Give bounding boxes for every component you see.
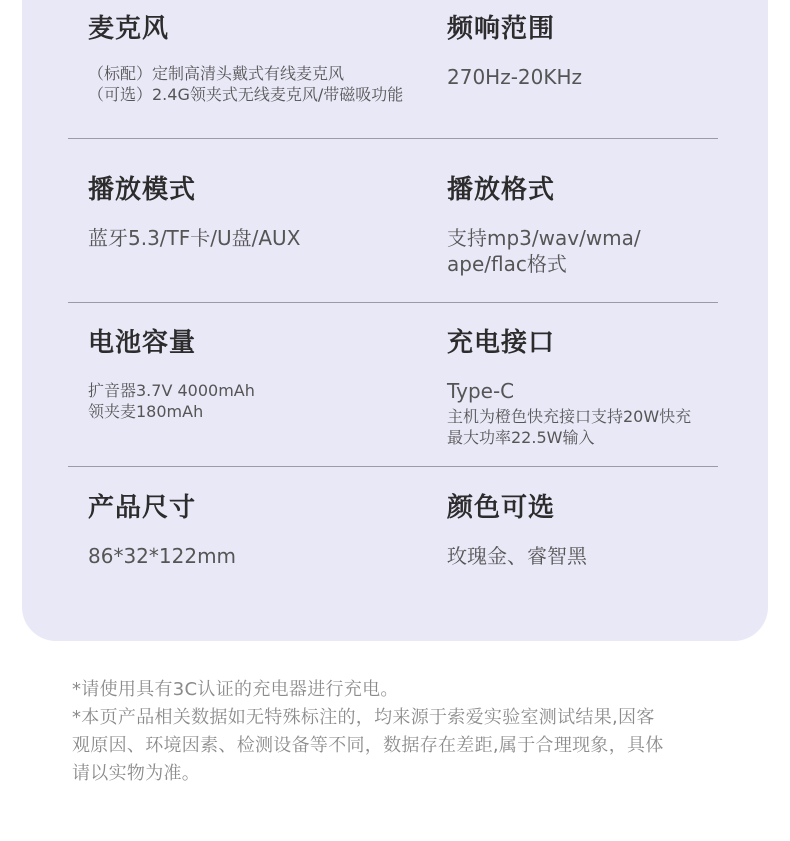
spec-detail: 扩音器3.7V 4000mAh bbox=[88, 381, 255, 401]
spec-playback-mode bbox=[88, 175, 300, 251]
divider bbox=[68, 138, 718, 139]
disclaimer-notes bbox=[72, 676, 732, 788]
note-line: *请使用具有3C认证的充电器进行充电。 bbox=[72, 679, 399, 700]
note-line: *本页产品相关数据如无特殊标注的，均来源于索爱实验室测试结果,因客 bbox=[72, 707, 655, 728]
spec-value: ape/flac格式 bbox=[447, 252, 567, 277]
spec-battery-capacity bbox=[88, 328, 255, 422]
spec-title: 播放格式 bbox=[447, 175, 556, 205]
spec-title: 麦克风 bbox=[88, 14, 170, 44]
spec-value: 86*32*122mm bbox=[88, 544, 237, 569]
spec-frequency-response bbox=[447, 14, 582, 90]
spec-playback-format bbox=[447, 175, 641, 277]
divider bbox=[68, 466, 718, 467]
spec-title: 产品尺寸 bbox=[88, 493, 197, 523]
spec-detail: 主机为橙色快充接口支持20W快充 bbox=[447, 407, 692, 427]
spec-detail: （可选）2.4G领夹式无线麦克风/带磁吸功能 bbox=[88, 85, 404, 105]
spec-title: 电池容量 bbox=[88, 328, 197, 358]
spec-microphone bbox=[88, 14, 403, 105]
spec-title: 颜色可选 bbox=[447, 493, 556, 523]
divider bbox=[68, 302, 718, 303]
spec-title: 充电接口 bbox=[447, 328, 556, 358]
note-line: 请以实物为准。 bbox=[72, 763, 201, 784]
spec-detail: 最大功率22.5W输入 bbox=[447, 428, 595, 448]
spec-charging-port bbox=[447, 328, 691, 448]
spec-title: 播放模式 bbox=[88, 175, 197, 205]
spec-card bbox=[22, 0, 768, 641]
spec-value: 270Hz-20KHz bbox=[447, 65, 583, 90]
spec-value: 玫瑰金、睿智黑 bbox=[447, 544, 587, 569]
spec-detail: 领夹麦180mAh bbox=[88, 402, 204, 422]
spec-title: 频响范围 bbox=[447, 14, 556, 44]
spec-value: 蓝牙5.3/TF卡/U盘/AUX bbox=[88, 226, 301, 251]
spec-value: 支持mp3/wav/wma/ bbox=[447, 226, 641, 251]
spec-product-size bbox=[88, 493, 236, 569]
spec-detail: （标配）定制高清头戴式有线麦克风 bbox=[88, 64, 345, 84]
spec-value: Type-C bbox=[447, 379, 515, 404]
note-line: 观原因、环境因素、检测设备等不同，数据存在差距,属于合理现象，具体 bbox=[72, 735, 664, 756]
spec-color-options bbox=[447, 493, 587, 569]
